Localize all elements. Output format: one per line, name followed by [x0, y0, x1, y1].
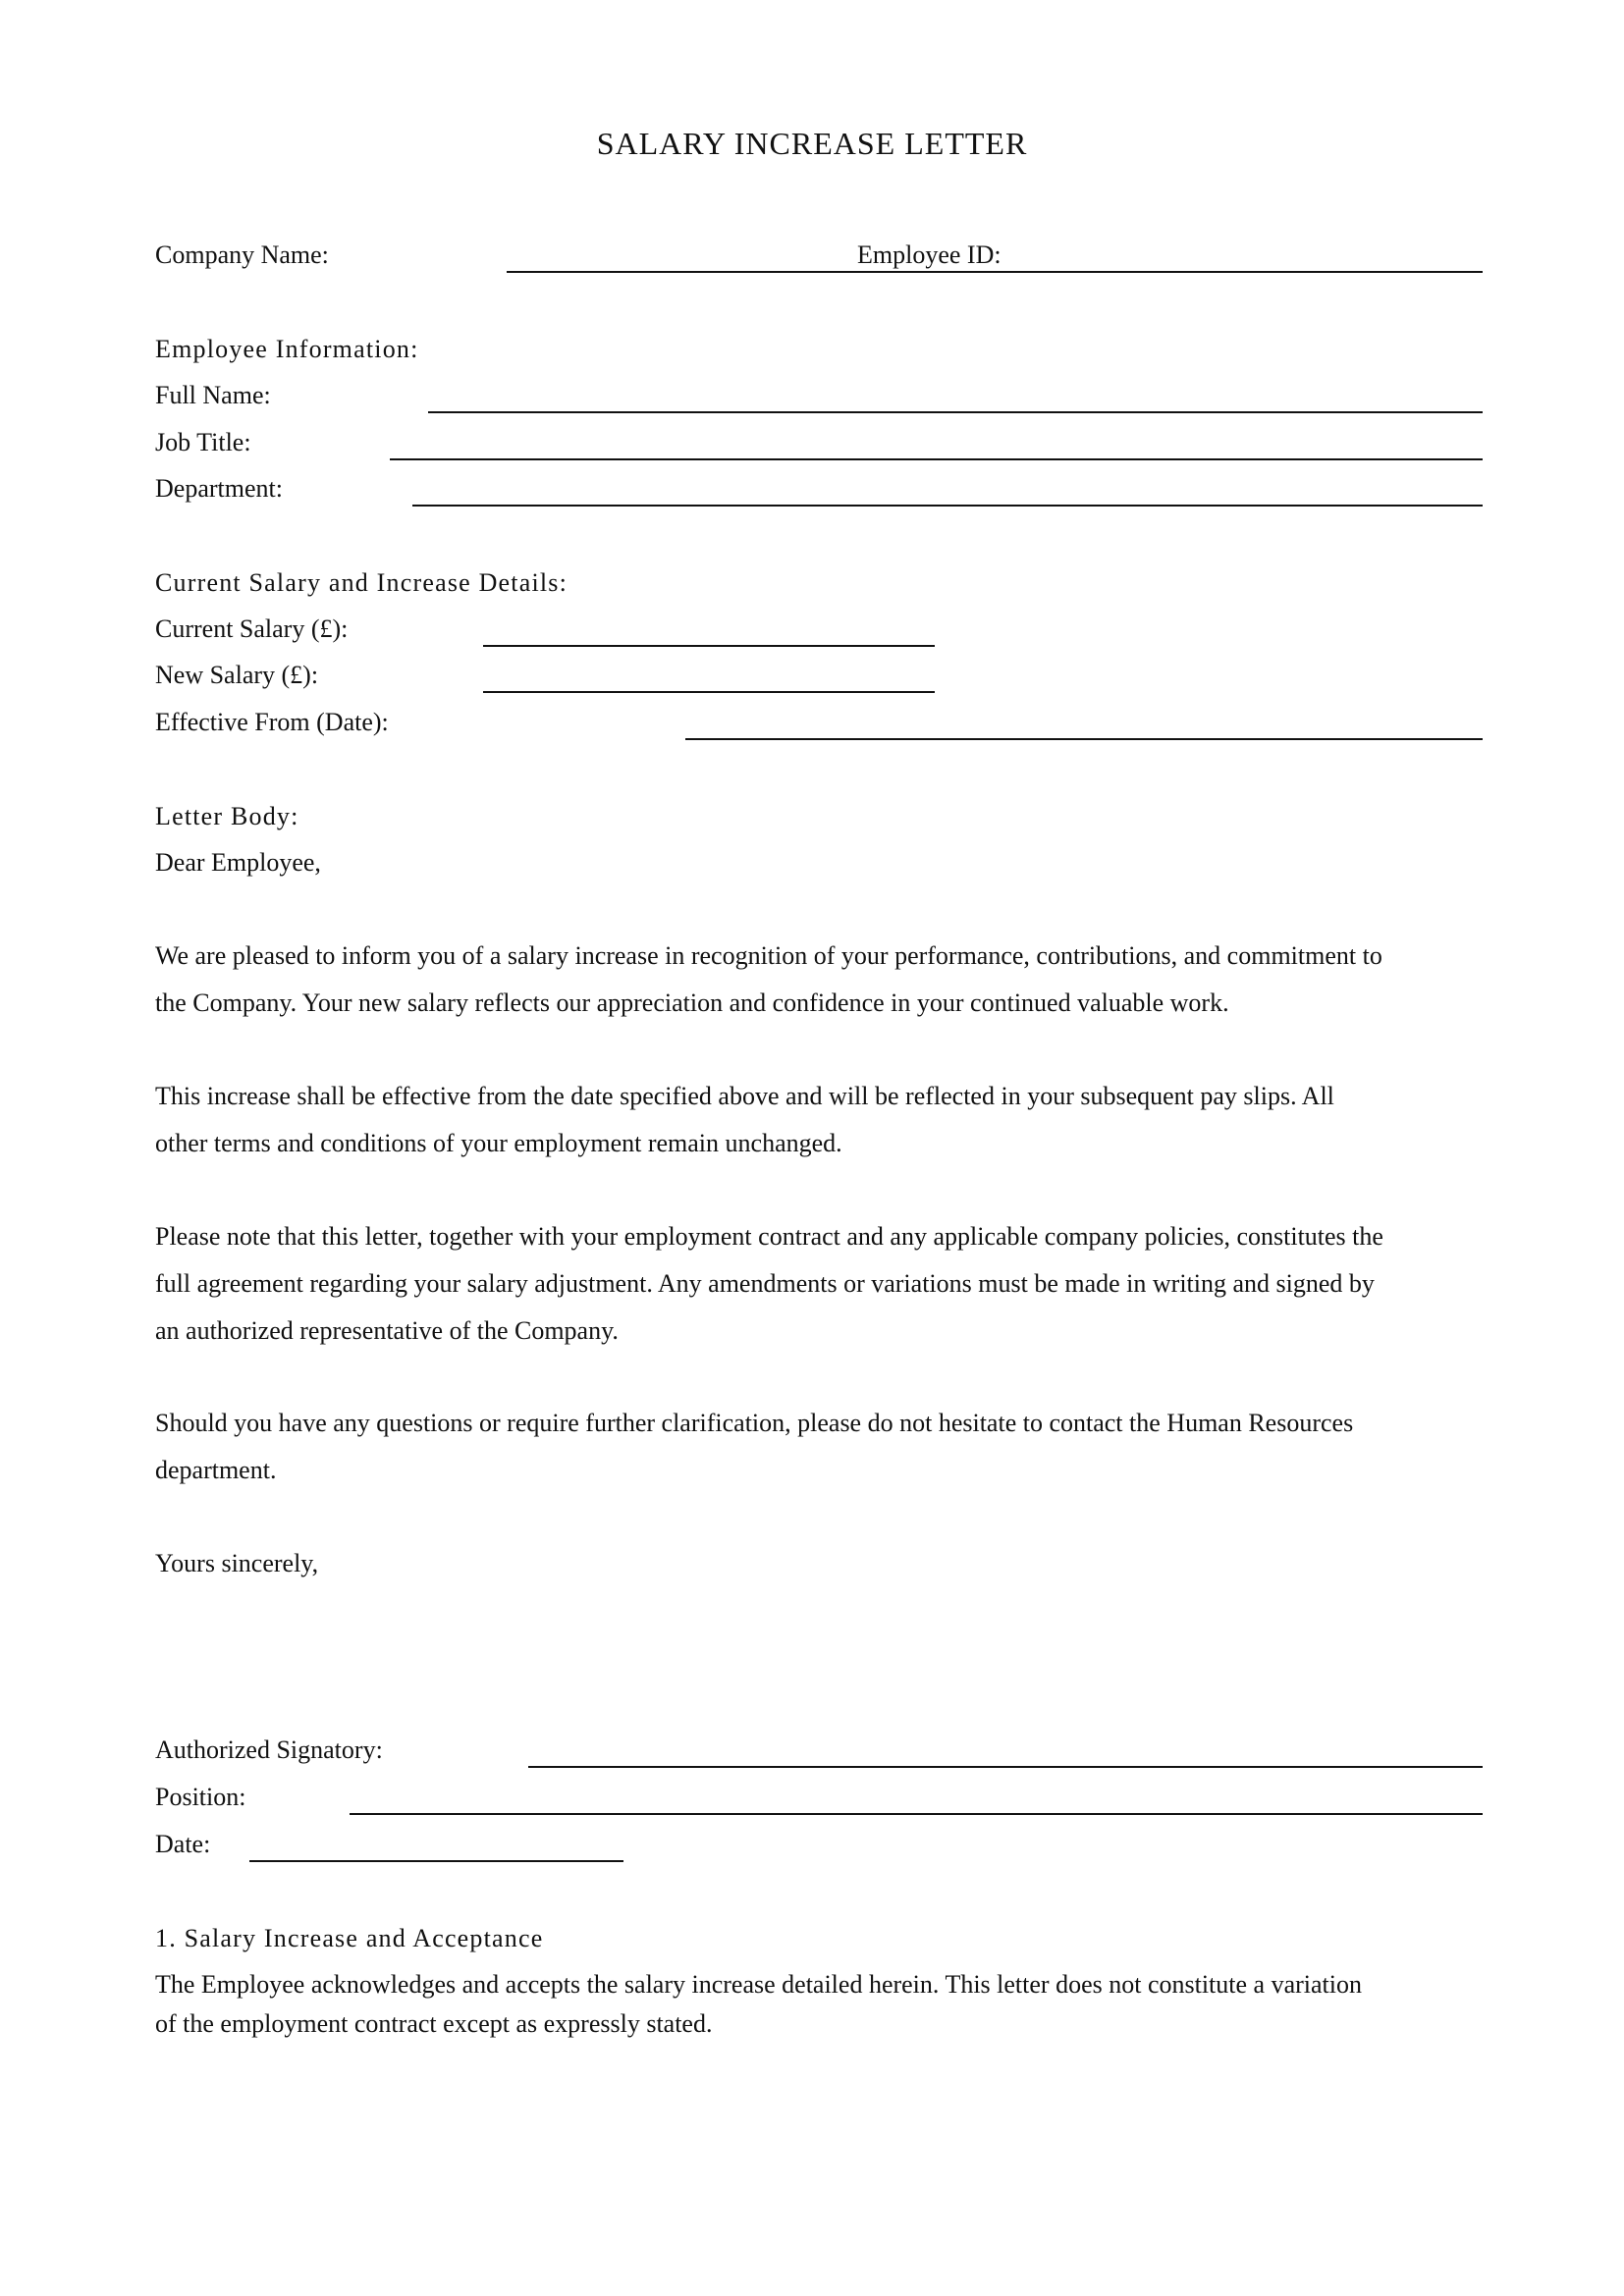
date-label: Date: [155, 1830, 211, 1858]
salary-details-heading: Current Salary and Increase Details: [155, 568, 568, 597]
current-salary-label: Current Salary (£): [155, 614, 349, 643]
document-title: SALARY INCREASE LETTER [596, 126, 1028, 161]
company-name-label: Company Name: [155, 240, 329, 269]
section-1-body [155, 1965, 1483, 2044]
section-1-heading: 1. Salary Increase and Acceptance [155, 1924, 544, 1952]
paragraph-line: The Employee acknowledges and accepts the salary increase detailed herein. This letter does not constitute a variation [155, 1970, 1362, 1999]
employee-id-label: Employee ID: [857, 240, 1001, 269]
letter-paragraph-1 [155, 933, 1483, 1027]
paragraph-line: full agreement regarding your salary adjustment. Any amendments or variations must be made in writing and signed by [155, 1269, 1375, 1298]
effective-from-field-line[interactable] [685, 738, 1483, 740]
closing: Yours sincerely, [155, 1549, 319, 1577]
position-label: Position: [155, 1783, 246, 1811]
paragraph-line: Please note that this letter, together with your employment contract and any applicable company policies, constitutes the [155, 1222, 1383, 1251]
full-name-label: Full Name: [155, 381, 271, 409]
date-field-line[interactable] [249, 1860, 623, 1862]
effective-from-label: Effective From (Date): [155, 708, 389, 736]
current-salary-field-line[interactable] [483, 645, 935, 647]
new-salary-field-line[interactable] [483, 691, 935, 693]
letter-body-heading: Letter Body: [155, 802, 299, 830]
paragraph-line: other terms and conditions of your employment remain unchanged. [155, 1129, 842, 1157]
paragraph-line: the Company. Your new salary reflects our appreciation and confidence in your continued valuable work. [155, 988, 1229, 1017]
job-title-label: Job Title: [155, 428, 251, 456]
department-field-line[interactable] [412, 505, 1483, 507]
department-label: Department: [155, 474, 283, 503]
paragraph-line: We are pleased to inform you of a salary increase in recognition of your performance, contributions, and commitment to [155, 941, 1382, 970]
paragraph-line: This increase shall be effective from the date specified above and will be reflected in your subsequent pay slips. All [155, 1082, 1334, 1110]
authorized-signatory-field-line[interactable] [528, 1766, 1483, 1768]
paragraph-line: department. [155, 1456, 277, 1484]
paragraph-line: Should you have any questions or require further clarification, please do not hesitate to contact the Human Resources [155, 1409, 1354, 1437]
company-employee-id-field-line[interactable] [507, 271, 1483, 273]
salutation: Dear Employee, [155, 848, 321, 877]
letter-paragraph-2 [155, 1073, 1483, 1167]
letter-paragraph-3 [155, 1213, 1483, 1355]
position-field-line[interactable] [350, 1813, 1483, 1815]
paragraph-line: of the employment contract except as expressly stated. [155, 2009, 713, 2038]
paragraph-line: an authorized representative of the Company. [155, 1316, 619, 1345]
full-name-field-line[interactable] [428, 411, 1483, 413]
employee-info-heading: Employee Information: [155, 335, 419, 363]
job-title-field-line[interactable] [390, 458, 1483, 460]
letter-paragraph-4 [155, 1400, 1483, 1494]
authorized-signatory-label: Authorized Signatory: [155, 1735, 383, 1764]
new-salary-label: New Salary (£): [155, 661, 319, 689]
